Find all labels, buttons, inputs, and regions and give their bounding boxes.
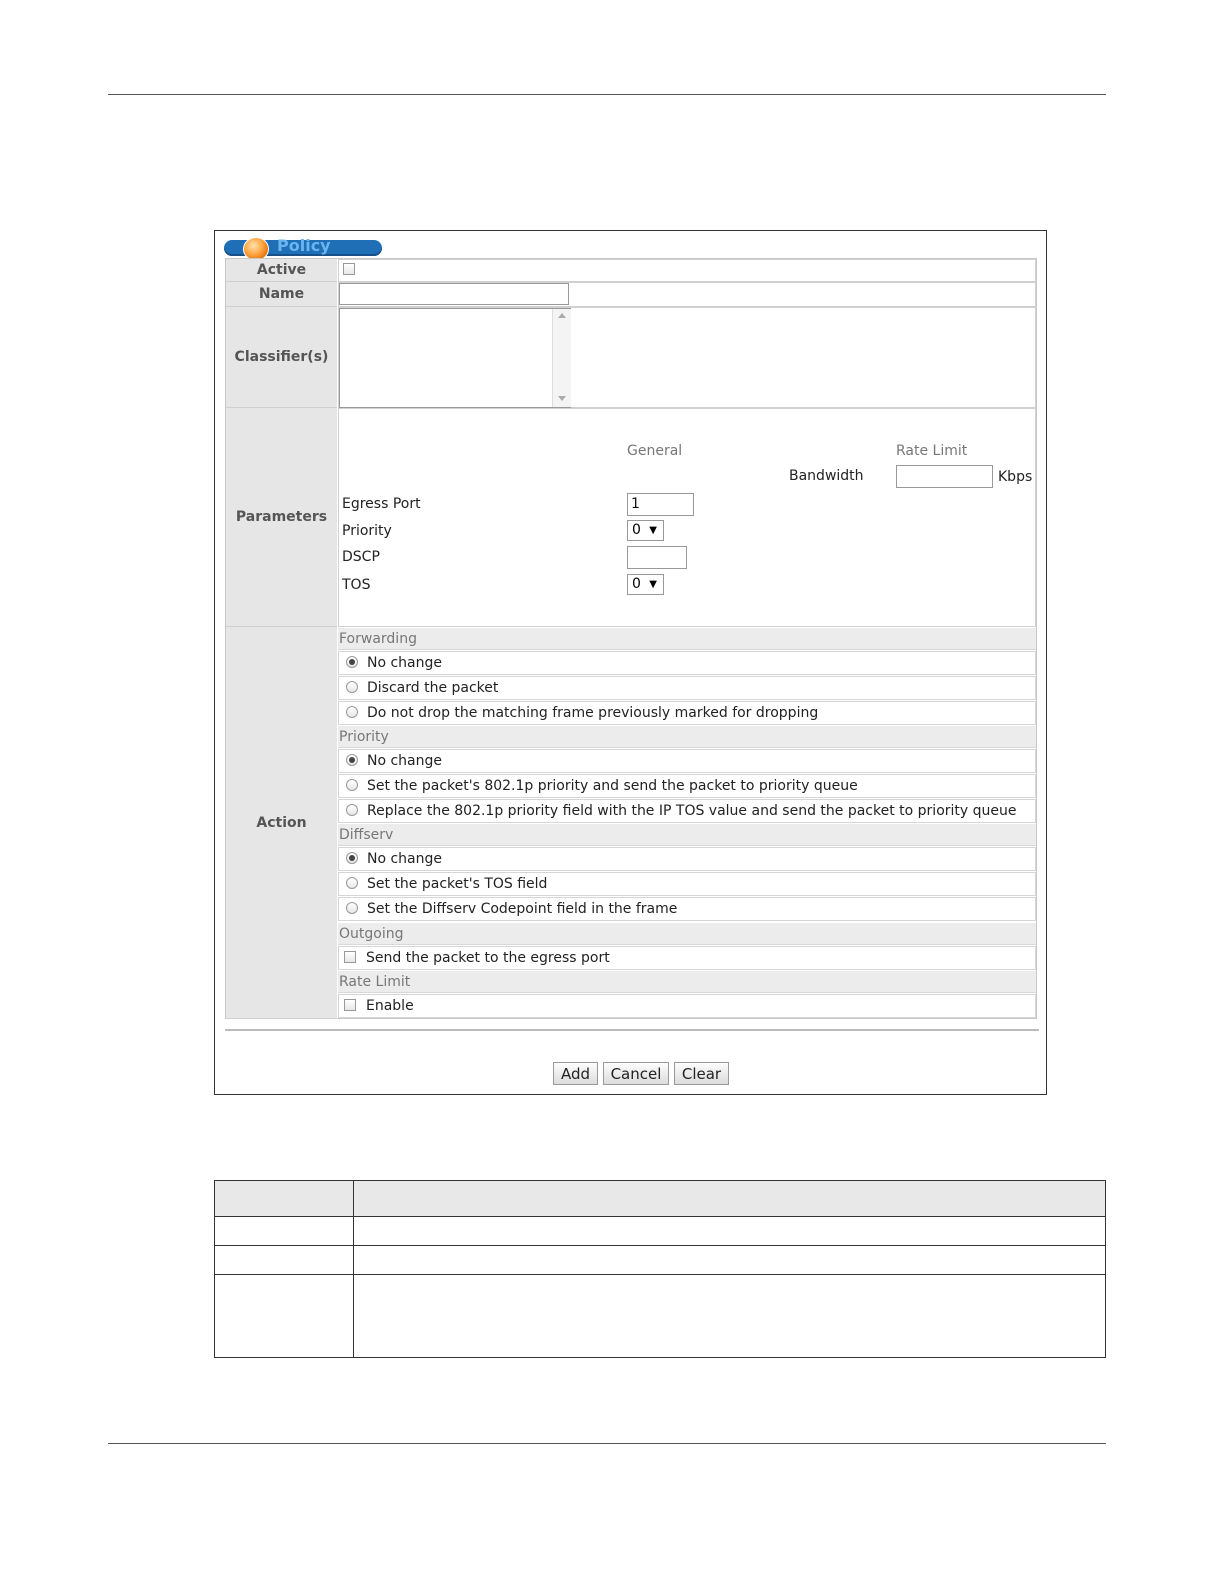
- listbox-scrollbar[interactable]: [552, 309, 571, 407]
- option-label: Enable: [366, 998, 414, 1014]
- tos-select[interactable]: [627, 574, 664, 595]
- table-header-cell: [354, 1181, 1106, 1217]
- option-label: No change: [367, 851, 443, 867]
- radio-button[interactable]: [346, 706, 358, 718]
- table-header-row: [215, 1181, 1106, 1217]
- priority-select-value: 0: [632, 522, 641, 538]
- diffserv-section-header: Diffserv: [338, 824, 1036, 846]
- radio-button[interactable]: [346, 681, 358, 693]
- forwarding-option-discard[interactable]: [338, 676, 1036, 700]
- bandwidth-label: Bandwidth: [789, 468, 864, 484]
- table-cell: [215, 1246, 354, 1275]
- classifiers-label: Classifier(s): [226, 307, 337, 408]
- active-row: [338, 259, 1036, 282]
- table-row: [215, 1217, 1106, 1246]
- radio-button[interactable]: [346, 656, 358, 668]
- scroll-down-icon[interactable]: [558, 396, 566, 401]
- bandwidth-input[interactable]: [896, 465, 993, 488]
- radio-button[interactable]: [346, 754, 358, 766]
- priority-section-header: Priority: [338, 726, 1036, 748]
- outgoing-option-egress[interactable]: [338, 946, 1036, 970]
- parameters-row: [338, 408, 1036, 627]
- option-label: Set the Diffserv Codepoint field in the frame: [367, 901, 678, 917]
- tos-label: TOS: [342, 577, 371, 593]
- scroll-up-icon[interactable]: [558, 313, 566, 318]
- chevron-down-icon: ▼: [649, 525, 657, 536]
- cancel-button[interactable]: Cancel: [603, 1062, 669, 1085]
- header-rule: [108, 94, 1106, 95]
- priority-option-replace-tos[interactable]: [338, 799, 1036, 823]
- policy-title: Policy: [277, 236, 331, 255]
- chevron-down-icon: ▼: [649, 579, 657, 590]
- clear-button[interactable]: Clear: [674, 1062, 729, 1085]
- table-header-cell: [215, 1181, 354, 1217]
- active-checkbox[interactable]: [343, 263, 355, 275]
- rate-limit-option-enable[interactable]: [338, 994, 1036, 1018]
- table-cell: [354, 1275, 1106, 1358]
- table-cell: [215, 1217, 354, 1246]
- diffserv-option-set-tos[interactable]: [338, 872, 1036, 896]
- action-label: Action: [226, 627, 337, 1019]
- egress-port-input[interactable]: 1: [627, 493, 694, 516]
- checkbox[interactable]: [344, 999, 356, 1011]
- radio-button[interactable]: [346, 804, 358, 816]
- diffserv-option-set-codepoint[interactable]: [338, 897, 1036, 921]
- option-label: Discard the packet: [367, 680, 499, 696]
- radio-button[interactable]: [346, 902, 358, 914]
- option-label: No change: [367, 655, 443, 671]
- table-row: [215, 1275, 1106, 1358]
- egress-port-label: Egress Port: [342, 496, 421, 512]
- option-label: No change: [367, 753, 443, 769]
- forwarding-option-no-change[interactable]: [338, 651, 1036, 675]
- active-label: Active: [226, 259, 337, 282]
- radio-button[interactable]: [346, 779, 358, 791]
- outgoing-section-header: Outgoing: [338, 923, 1036, 945]
- priority-label: Priority: [342, 523, 392, 539]
- add-button[interactable]: Add: [553, 1062, 598, 1085]
- forwarding-option-do-not-drop[interactable]: [338, 701, 1036, 725]
- radio-button[interactable]: [346, 852, 358, 864]
- dscp-input[interactable]: [627, 546, 687, 569]
- checkbox[interactable]: [344, 951, 356, 963]
- rate-limit-header: Rate Limit: [896, 443, 968, 459]
- name-label: Name: [226, 282, 337, 307]
- bandwidth-unit: Kbps: [998, 469, 1033, 485]
- description-table: [214, 1180, 1106, 1358]
- priority-select[interactable]: [627, 520, 664, 541]
- option-label: Do not drop the matching frame previously marked for dropping: [367, 705, 819, 721]
- option-label: Replace the 802.1p priority field with the IP TOS value and send the packet to priority queue: [367, 803, 1017, 819]
- table-cell: [354, 1217, 1106, 1246]
- name-input[interactable]: [339, 283, 569, 305]
- option-label: Send the packet to the egress port: [366, 950, 610, 966]
- rate-limit-section-header: Rate Limit: [338, 971, 1036, 993]
- tos-select-value: 0: [632, 576, 641, 592]
- diffserv-option-no-change[interactable]: [338, 847, 1036, 871]
- table-row: [215, 1246, 1106, 1275]
- dscp-label: DSCP: [342, 549, 380, 565]
- table-cell: [354, 1246, 1106, 1275]
- parameters-label: Parameters: [226, 408, 337, 627]
- forwarding-section-header: Forwarding: [338, 628, 1036, 650]
- table-cell: [215, 1275, 354, 1358]
- general-header: General: [627, 443, 683, 459]
- priority-option-no-change[interactable]: [338, 749, 1036, 773]
- radio-button[interactable]: [346, 877, 358, 889]
- footer-rule: [108, 1443, 1106, 1444]
- option-label: Set the packet's TOS field: [367, 876, 548, 892]
- option-label: Set the packet's 802.1p priority and send the packet to priority queue: [367, 778, 858, 794]
- priority-option-set-8021p[interactable]: [338, 774, 1036, 798]
- form-separator: [225, 1029, 1039, 1031]
- classifiers-listbox[interactable]: [339, 308, 571, 408]
